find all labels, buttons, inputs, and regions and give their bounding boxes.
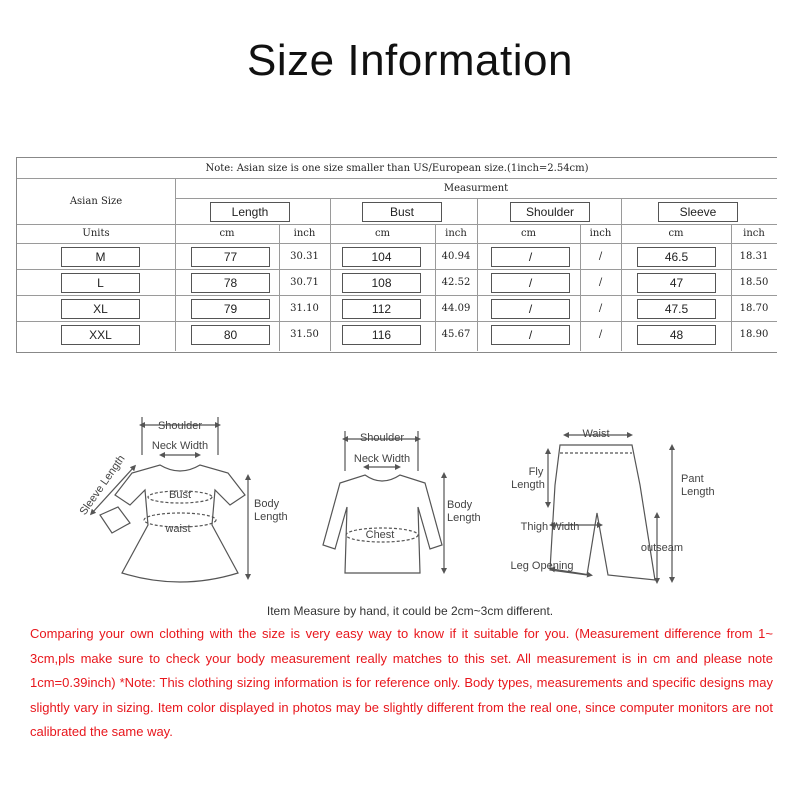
shoulder-cm-cell: / bbox=[491, 299, 570, 319]
length-inch-cell: 31.50 bbox=[290, 328, 319, 340]
pants-pant-label: Pant bbox=[681, 473, 704, 485]
sleeve-cm-cell: 48 bbox=[637, 325, 716, 345]
unit-cm: cm bbox=[374, 228, 391, 239]
bust-cm-cell: 104 bbox=[342, 247, 421, 267]
dress-sleeve-length-label: Sleeve Length bbox=[77, 453, 128, 518]
pants-leg-opening-label: Leg Opening bbox=[510, 560, 574, 572]
pants-waist-label: Waist bbox=[582, 428, 610, 440]
bust-cm-cell: 112 bbox=[342, 299, 421, 319]
length-cm-cell: 78 bbox=[191, 273, 270, 293]
bust-inch-cell: 45.67 bbox=[441, 328, 471, 340]
bust-cm-cell: 116 bbox=[342, 325, 421, 345]
unit-inch: inch bbox=[589, 228, 612, 239]
measurement-diagrams bbox=[0, 395, 800, 595]
unit-inch: inch bbox=[445, 228, 467, 239]
unit-cm: cm bbox=[219, 228, 235, 239]
dress-shoulder-label: Shoulder bbox=[157, 420, 203, 432]
length-cm-cell: 77 bbox=[191, 247, 270, 267]
pants-outseam-label: outseam bbox=[640, 542, 684, 554]
column-sleeve: Sleeve bbox=[658, 202, 738, 222]
unit-inch: inch bbox=[293, 228, 316, 239]
sleeve-inch-cell: 18.31 bbox=[739, 250, 769, 262]
sleeve-inch-cell: 18.90 bbox=[739, 328, 769, 340]
dress-bust-label: Bust bbox=[168, 489, 192, 501]
shoulder-inch-cell: / bbox=[598, 276, 603, 288]
dress-body-label: Body bbox=[254, 498, 280, 510]
shoulder-cm-cell: / bbox=[491, 247, 570, 267]
top-neck-width-label: Neck Width bbox=[353, 453, 411, 465]
shoulder-inch-cell: / bbox=[598, 302, 603, 314]
sleeve-inch-cell: 18.50 bbox=[739, 276, 769, 288]
top-length-label: Length bbox=[447, 512, 481, 524]
sleeve-cm-cell: 47.5 bbox=[637, 299, 716, 319]
pants-fly-label: Fly bbox=[528, 466, 544, 478]
sleeve-inch-cell: 18.70 bbox=[739, 302, 769, 314]
bust-inch-cell: 42.52 bbox=[441, 276, 471, 288]
column-shoulder: Shoulder bbox=[510, 202, 590, 222]
shoulder-cm-cell: / bbox=[491, 325, 570, 345]
shoulder-cm-cell: / bbox=[491, 273, 570, 293]
sleeve-cm-cell: 46.5 bbox=[637, 247, 716, 267]
length-cm-cell: 80 bbox=[191, 325, 270, 345]
asian-size-header: Asian Size bbox=[69, 195, 123, 207]
dress-sleeve-icon bbox=[100, 507, 130, 533]
bust-inch-cell: 44.09 bbox=[441, 302, 471, 314]
shoulder-inch-cell: / bbox=[598, 250, 603, 262]
sizing-disclaimer: Comparing your own clothing with the size is very easy way to know if it suitable for you. (Measurement difference from 1~ 3cm,pls make sure to check your body measurement really matches to this set. All measurement is in cm and please note 1cm=0.39inch) *Note: This clothing sizing information is for reference only. Body types, measurements and specific designs may slightly vary in sizing. Item color displayed in photos may be slightly different from the real one, since computer monitors are not calibrated the same way. bbox=[30, 626, 773, 739]
length-inch-cell: 30.71 bbox=[290, 276, 319, 288]
column-length: Length bbox=[210, 202, 290, 222]
page-title: Size Information bbox=[247, 36, 573, 85]
top-shoulder-label: Shoulder bbox=[359, 432, 405, 444]
dress-waist-label: waist bbox=[165, 523, 191, 535]
table-note: Note: Asian size is one size smaller than US/European size.(1inch=2.54cm) bbox=[205, 162, 589, 174]
size-cell: XXL bbox=[61, 325, 140, 345]
size-cell: L bbox=[61, 273, 140, 293]
dress-length-label: Length bbox=[254, 511, 288, 523]
size-cell: M bbox=[61, 247, 140, 267]
measurement-header: Measurment bbox=[443, 182, 509, 194]
bust-cm-cell: 108 bbox=[342, 273, 421, 293]
length-inch-cell: 31.10 bbox=[290, 302, 319, 314]
sleeve-cm-cell: 47 bbox=[637, 273, 716, 293]
units-label: Units bbox=[82, 228, 110, 239]
pants-fly-length-label: Length bbox=[511, 479, 545, 491]
unit-inch: inch bbox=[743, 228, 765, 239]
unit-cm: cm bbox=[668, 228, 684, 239]
top-body-label: Body bbox=[447, 499, 473, 511]
shoulder-inch-cell: / bbox=[598, 328, 603, 340]
dress-neck-width-label: Neck Width bbox=[151, 440, 209, 452]
pants-pant-length-label: Length bbox=[681, 486, 715, 498]
top-chest-label: Chest bbox=[365, 529, 395, 541]
size-cell: XL bbox=[61, 299, 140, 319]
length-cm-cell: 79 bbox=[191, 299, 270, 319]
pants-thigh-width-label: Thigh Width bbox=[520, 521, 580, 533]
bust-inch-cell: 40.94 bbox=[441, 250, 471, 262]
length-inch-cell: 30.31 bbox=[290, 250, 319, 262]
top-outline-icon bbox=[323, 475, 442, 573]
unit-cm: cm bbox=[520, 228, 537, 239]
measure-note: Item Measure by hand, it could be 2cm~3cm different. bbox=[266, 604, 554, 618]
column-bust: Bust bbox=[362, 202, 442, 222]
size-table bbox=[16, 157, 777, 353]
